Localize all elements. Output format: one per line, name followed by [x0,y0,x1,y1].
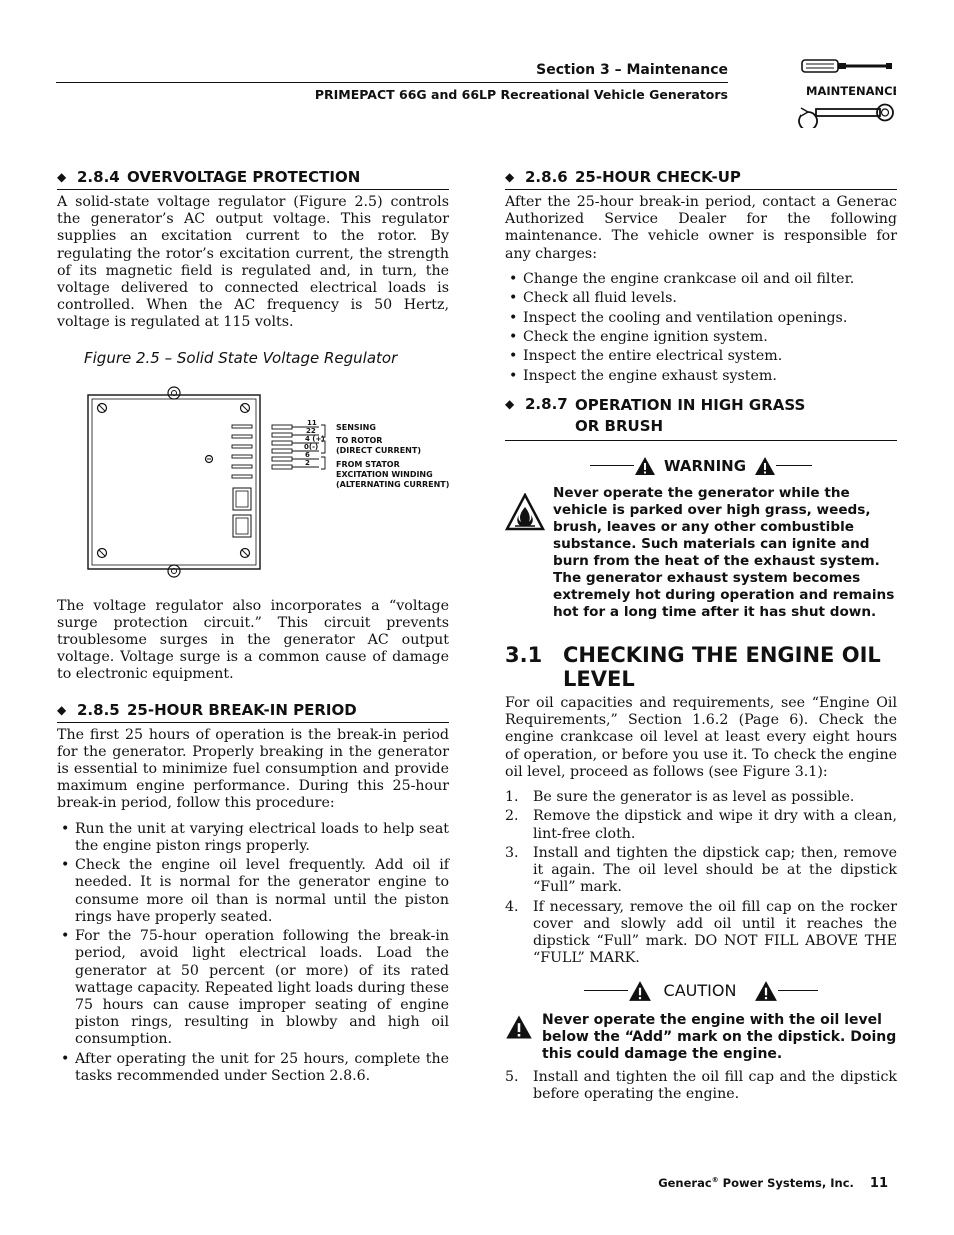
heading-title: OPERATION IN HIGH GRASS OR BRUSH [575,395,806,435]
list-item: • After operating the unit for 25 hours, complete the tasks recommended under Section 2.8.6. [57,1051,449,1085]
heading-2-8-6 [505,168,897,190]
header-section: Section 3 – Maintenance [536,62,728,78]
diamond-icon: ◆ [57,170,67,184]
list-item: • Check the engine ignition system. [505,329,897,346]
heading-title: OVERVOLTAGE PROTECTION [127,168,361,186]
warning-triangle-icon [754,456,776,476]
label-sensing: SENSING [336,422,376,432]
header-rule [56,82,728,83]
list-item: 2. Remove the dipstick and wipe it dry with a clean, lint-free cloth. [505,808,897,842]
heading-2-8-4 [57,168,449,190]
caution-text: Never operate the engine with the oil level below the “Add” mark on the dipstick. Doing this could damage the engine. [542,1011,897,1062]
heading-number: 2.8.5 [77,700,120,719]
voltage-regulator-figure [57,381,449,581]
left-column [57,168,449,1087]
heading-number: 2.8.6 [525,168,568,186]
warning-triangle-icon [634,456,656,476]
fire-hazard-icon [505,485,553,621]
list-item: • Inspect the cooling and ventilation openings. [505,310,897,327]
caution-body [505,1012,897,1063]
break-in-list [57,821,449,1086]
logo-text: MAINTENANCE [806,84,896,98]
list-item: • For the 75-hour operation following the break-in period, avoid light electrical loads. Load the generator at 50 percent (or more) of its rated wattage capacity. Repeated light loads during these 75 hours can cause improper seating of engine piston rings, resulting in blowby and high oil consumption. [57,928,449,1048]
list-item: • Check all fluid levels. [505,290,897,307]
label-from-stator: FROM STATOR [336,459,400,469]
list-item: • Check the engine oil level frequently. Add oil if needed. It is normal for the generator engine to consume more oil than is normal until the piston rings have properly seated. [57,857,449,926]
list-item: 3. Install and tighten the dipstick cap; then, remove it again. The oil level should be at the dipstick “Full” mark. [505,844,897,896]
heading-title: 25-HOUR BREAK-IN PERIOD [127,700,357,719]
label-excitation-winding: EXCITATION WINDING [336,469,433,479]
right-column [505,168,897,1105]
diamond-icon: ◆ [505,170,515,184]
label-direct-current: (DIRECT CURRENT) [336,445,421,455]
caution-triangle-icon [754,980,778,1002]
overvoltage-paragraph: A solid-state voltage regulator (Figure 2.5) controls the generator’s AC output voltage. This regulator supplies an excitation current to the rotor. By regulating the rotor’s excitation current, the strength of its magnetic field is regulated and, in turn, the voltage delivered to connected electrical loads is controlled. When the AC frequency is 50 Hertz, voltage is regulated at 115 volts. [57,194,449,331]
diamond-icon: ◆ [57,702,67,717]
maintenance-logo [798,56,896,128]
caution-side-icon [505,1012,542,1063]
heading-title: 25-HOUR CHECK-UP [575,168,741,186]
terminal-22: 22 [306,426,316,435]
screwdriver-icon [798,56,896,128]
list-item: • Inspect the engine exhaust system. [505,368,897,385]
heading-title: CHECKING THE ENGINE OIL LEVEL [563,642,881,691]
page-number: 11 [869,1176,888,1191]
oil-level-paragraph: For oil capacities and requirements, see “Engine Oil Requirements,” Section 1.6.2 (Page 6). Check the engine crankcase oil level at least every eight hours of operation, or before you use it. To check the engine oil level, proceed as follows (see Figure 3.1): [505,694,897,780]
wrench-icon [799,105,893,129]
heading-3-1 [505,643,897,691]
list-item: 4. If necessary, remove the oil fill cap on the rocker cover and slowly add oil until it reaches the dipstick “Full” mark. DO NOT FILL ABOVE THE “FULL” MARK. [505,898,897,967]
voltage-regulator-diagram [57,381,449,581]
header-product: PRIMEPACT 66G and 66LP Recreational Vehicle Generators [314,87,728,102]
check-up-list [505,271,897,385]
list-item: • Run the unit at varying electrical loads to help seat the engine piston rings properly. [57,821,449,855]
list-item: 5. Install and tighten the oil fill cap and the dipstick before operating the engine. [505,1068,897,1102]
check-up-paragraph: After the 25-hour break-in period, contact a Generac Authorized Service Dealer for the following maintenance. The vehicle owner is responsible for any charges: [505,194,897,262]
terminal-4: 4 (+) [305,434,325,443]
heading-2-8-7 [505,395,897,441]
terminal-0: 0(-) [304,442,319,451]
terminal-6: 6 [305,450,310,459]
warning-banner [505,453,897,479]
list-item: • Change the engine crankcase oil and oil filter. [505,271,897,288]
oil-check-final-step [505,1069,897,1103]
warning-text: Never operate the generator while the vehicle is parked over high grass, weeds, brush, leaves or any other combustible substance. Such materials can ignite and burn from the heat of the exhaust system. The generator exhaust system becomes extremely hot during operation and remains hot for a long time after it has shut down. [553,484,895,620]
list-item: • Inspect the entire electrical system. [505,348,897,365]
warning-label: WARNING [663,456,747,475]
warning-body [505,485,897,621]
label-alternating-current: (ALTERNATING CURRENT) [336,479,449,489]
break-in-paragraph: The first 25 hours of operation is the break-in period for the generator. Properly breaking in the generator is essential to minimize fuel consumption and provide maximum engine performance. During this 25-hour break-in period, follow this procedure: [57,726,449,812]
heading-2-8-5 [57,701,449,723]
heading-number: 2.8.4 [77,168,120,186]
footer-company: Generac [658,1176,712,1190]
footer-registered-mark: ® [711,1176,719,1185]
label-to-rotor: TO ROTOR [336,435,383,445]
terminal-11: 11 [307,418,317,427]
oil-check-steps [505,789,897,968]
heading-number: 3.1 [505,642,543,667]
caution-label: CAUTION [663,981,737,1001]
footer-company-rest: Power Systems, Inc. [718,1176,854,1190]
figure-caption: Figure 2.5 – Solid State Voltage Regulator [84,348,398,367]
surge-paragraph: The voltage regulator also incorporates a “voltage surge protection circuit.” This circuit prevents troublesome surges in the generator AC output voltage. Voltage surge is a common cause of damage to electronic equipment. [57,597,449,683]
diamond-icon: ◆ [505,396,515,411]
caution-banner [505,978,897,1004]
caution-triangle-icon [628,980,652,1002]
list-item: 1. Be sure the generator is as level as possible. [505,788,855,805]
terminal-2: 2 [305,458,310,467]
heading-number: 2.8.7 [525,394,568,413]
page-footer [658,1176,888,1191]
